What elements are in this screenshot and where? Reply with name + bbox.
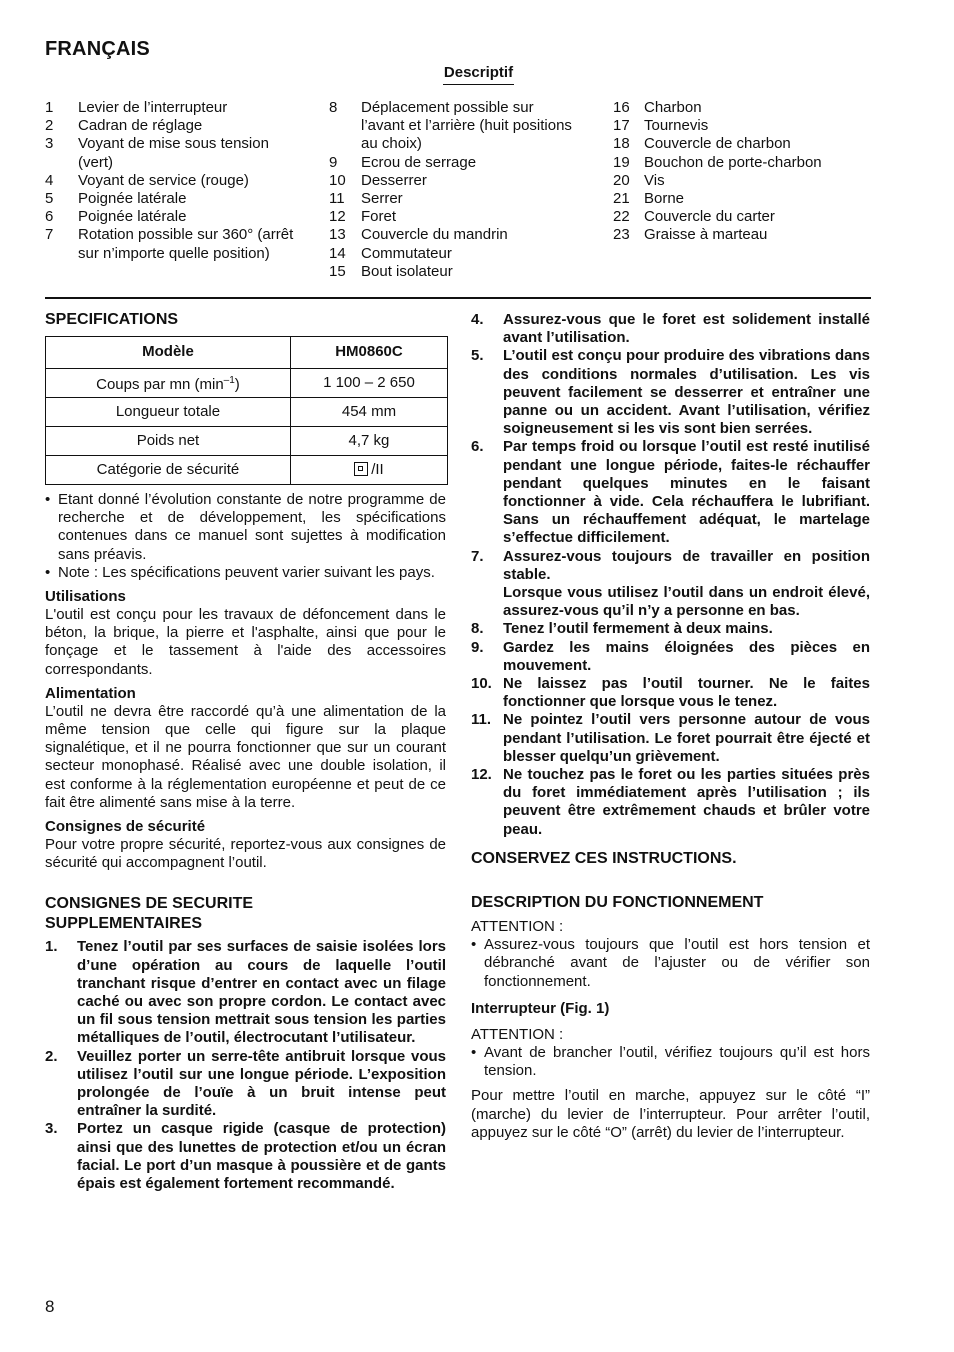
- part-number: 17: [613, 117, 630, 135]
- alimentation-text: L’outil ne devra être raccordé qu’à une alimentation de la même tension que celle qui figure sur la plaque signalétique, et il ne pourra fonctionner que sur un courant secteur monophasé. Réalisé avec une double isolation, il est conforme à la réglementation européenne et peut de ce fait être alimenté sans mise à la terre.: [45, 702, 446, 811]
- part-item: [45, 190, 295, 208]
- part-number: 21: [613, 190, 630, 208]
- attention-label: ATTENTION :: [471, 917, 564, 935]
- part-item: [613, 226, 863, 244]
- list-item: 7. Assurez-vous toujours de travailler en position stable. Lorsque vous utilisez l’outil dans un endroit élevé, assurez-vous qu’il n’y a personne en bas.: [471, 547, 870, 620]
- part-item: [329, 99, 579, 154]
- model-value: HM0860C: [290, 337, 447, 369]
- part-label: Ecrou de serrage: [361, 153, 477, 171]
- part-item: [329, 226, 579, 244]
- part-item: [329, 245, 579, 263]
- supplementary-safety-heading: CONSIGNES DE SECURITE SUPPLEMENTAIRES: [45, 895, 254, 933]
- list-item: 11. Ne pointez l’outil vers personne autour de vous pendant l’utilisation. Le foret pourrait être éjecté et blesser quelqu’un grièvement.: [471, 711, 870, 765]
- part-label: Rotation possible sur 360° (arrêt sur n’importe quelle position): [78, 226, 294, 262]
- page-number: 8: [45, 1297, 55, 1316]
- part-item: [613, 99, 863, 117]
- part-item: [613, 154, 863, 172]
- list-item: 2. Veuillez porter un serre-tête antibruit lorsque vous utilisez l’outil sur une longue période. L’exposition prolongée de l’ouïe à un bruit intense peut entraîner la surdité.: [45, 1047, 446, 1120]
- part-label: Charbon: [644, 99, 702, 116]
- part-number: 1: [45, 99, 54, 116]
- part-number: 10: [329, 171, 346, 189]
- part-item: [613, 135, 863, 153]
- section-title: Descriptif: [0, 64, 954, 85]
- part-item: [329, 172, 579, 190]
- list-item: 3. Portez un casque rigide (casque de protection) ainsi que des lunettes de protection et/ou un écran facial. Le port d’un masque à poussière et de gants épais est également fortement recommandé.: [45, 1120, 446, 1193]
- part-number: 22: [613, 208, 630, 226]
- part-number: 16: [613, 99, 630, 116]
- part-item: [45, 99, 295, 117]
- part-item: [45, 172, 295, 190]
- attention-label: ATTENTION :: [471, 1025, 564, 1043]
- part-label: Serrer: [361, 190, 403, 208]
- table-row: [46, 369, 448, 398]
- part-number: 12: [329, 208, 346, 226]
- list-item: 8. Tenez l’outil fermement à deux mains.: [471, 620, 773, 638]
- spec-label: Poids net: [46, 427, 291, 456]
- list-item: 4. Assurez-vous que le foret est solidement installé avant l’utilisation.: [471, 311, 870, 347]
- part-number: 4: [45, 171, 54, 189]
- part-item: [329, 208, 579, 226]
- consignes-heading: Consignes de sécurité: [45, 818, 206, 836]
- part-label: Levier de l’interrupteur: [78, 99, 228, 116]
- part-item: [613, 117, 863, 135]
- part-number: 9: [329, 153, 338, 171]
- part-item: [45, 208, 295, 226]
- table-row: [46, 427, 448, 456]
- part-label: Voyant de mise sous tension (vert): [78, 135, 269, 171]
- part-label: Bout isolateur: [361, 262, 453, 280]
- part-item: [329, 263, 579, 281]
- part-label: Poignée latérale: [78, 190, 187, 208]
- specifications-heading: SPECIFICATIONS: [45, 311, 179, 328]
- part-number: 8: [329, 99, 338, 116]
- part-number: 15: [329, 262, 346, 280]
- table-row: [46, 398, 448, 427]
- list-item: 1. Tenez l’outil par ses surfaces de saisie isolées lors d’une opération au cours de laquelle l’outil tranchant risque d’entrer en contact avec un filage caché ou avec son propre cordon. Le contact avec un fil sous tension mettrait sous tension les parties métalliques de l’outil, électrocutant l’utilisateur.: [45, 938, 446, 1047]
- part-number: 14: [329, 244, 346, 262]
- part-label: Couvercle de charbon: [644, 135, 791, 153]
- divider: [45, 297, 871, 299]
- part-item: [329, 190, 579, 208]
- part-item: [613, 208, 863, 226]
- parts-list-col-1: [45, 99, 295, 263]
- safety-list-right: [471, 311, 870, 839]
- list-item: • Note : Les spécifications peuvent varier suivant les pays.: [45, 563, 435, 581]
- part-item: [329, 154, 579, 172]
- part-label: Couvercle du carter: [644, 208, 775, 226]
- part-label: Poignée latérale: [78, 208, 187, 226]
- fonctionnement-heading: DESCRIPTION DU FONCTIONNEMENT: [471, 893, 764, 911]
- part-number: 11: [329, 190, 345, 208]
- part-label: Foret: [361, 208, 397, 226]
- parts-list-col-3: [613, 99, 863, 245]
- spec-value: 1 100 – 2 650: [290, 369, 447, 398]
- part-label: Bouchon de porte-charbon: [644, 153, 822, 171]
- part-label: Cadran de réglage: [78, 117, 203, 135]
- spec-notes: [45, 491, 446, 582]
- list-item: 12. Ne touchez pas le foret ou les parties situées près du foret immédiatement après l’utilisation ; ils peuvent être extrêmement chauds et brûler votre peau.: [471, 766, 870, 838]
- part-number: 20: [613, 171, 630, 189]
- part-label: Graisse à marteau: [644, 226, 768, 244]
- safety-list-left: [45, 938, 446, 1193]
- list-item: 9. Gardez les mains éloignées des pièces en mouvement.: [471, 638, 870, 674]
- part-number: 19: [613, 153, 630, 171]
- part-label: Couvercle du mandrin: [361, 226, 508, 244]
- table-row: [46, 456, 448, 485]
- utilisations-text: L'outil est conçu pour les travaux de défoncement dans le béton, la brique, la pierre et l'asphalte, ainsi que pour le fonçage et le tassement à l'aide des accessoires correspondants.: [45, 606, 446, 678]
- spec-value: /II: [290, 456, 447, 485]
- spec-value: 4,7 kg: [290, 427, 447, 456]
- language-heading: FRANÇAIS: [45, 38, 150, 60]
- list-item: 5. L’outil est conçu pour produire des vibrations dans des conditions normales d’utilisation. Les vis peuvent facilement se desserrer et entraîner une panne ou un accident. Avant l’utilisation, vérifiez soigneusement si les vis sont bien serrées.: [471, 347, 870, 438]
- model-label: Modèle: [46, 337, 291, 369]
- part-item: [613, 172, 863, 190]
- part-label: Commutateur: [361, 244, 452, 262]
- left-column: [45, 310, 446, 1193]
- part-label: Tournevis: [644, 117, 709, 135]
- part-label: Borne: [644, 190, 685, 208]
- part-number: 7: [45, 226, 54, 244]
- part-number: 5: [45, 190, 54, 208]
- list-item: • Avant de brancher l’outil, vérifiez toujours qu’il est hors tension.: [471, 1043, 870, 1080]
- part-label: Desserrer: [361, 171, 427, 189]
- part-label: Voyant de service (rouge): [78, 171, 249, 189]
- part-item: [45, 117, 295, 135]
- spec-label: Catégorie de sécurité: [46, 456, 291, 485]
- spec-value: 454 mm: [290, 398, 447, 427]
- part-number: 23: [613, 226, 630, 244]
- list-item: • Etant donné l’évolution constante de notre programme de recherche et de développement, les spécifications contenues dans ce manuel sont sujettes à modification sans préavis.: [45, 491, 446, 563]
- list-item: 10. Ne laissez pas l’outil tourner. Ne le faites fonctionner que lorsque vous le tenez.: [471, 675, 870, 711]
- part-label: Déplacement possible sur l’avant et l’arrière (huit positions au choix): [361, 99, 572, 153]
- consignes-text: Pour votre propre sécurité, reportez-vous aux consignes de sécurité qui accompagnent l’outil.: [45, 836, 446, 872]
- utilisations-heading: Utilisations: [45, 588, 126, 606]
- alimentation-heading: Alimentation: [45, 684, 136, 702]
- specifications-table: [45, 336, 448, 485]
- conservez-heading: CONSERVEZ CES INSTRUCTIONS.: [471, 849, 737, 867]
- part-label: Vis: [644, 171, 665, 189]
- list-item: 6. Par temps froid ou lorsque l’outil est resté inutilisé pendant une longue période, faites-le réchauffer pendant quelques minutes en le faisant fonctionner à vide. Cela réchauffera le lubrifiant. Sans un réchauffement adéquat, le martelage s’effectue difficilement.: [471, 438, 870, 547]
- part-number: 2: [45, 117, 54, 135]
- parts-list-col-2: [329, 99, 579, 281]
- part-number: 18: [613, 135, 630, 153]
- part-item: [613, 190, 863, 208]
- part-number: 13: [329, 226, 346, 244]
- part-item: [45, 135, 295, 171]
- part-number: 3: [45, 135, 54, 153]
- table-header-row: [46, 337, 448, 369]
- part-number: 6: [45, 208, 54, 226]
- interrupteur-text: Pour mettre l’outil en marche, appuyez sur le côté “I” (marche) du levier de l’interrupteur. Pour arrêter l’outil, appuyez sur le côté “O” (arrêt) du levier de l’interrupteur.: [471, 1087, 870, 1141]
- spec-label: Longueur totale: [46, 398, 291, 427]
- interrupteur-heading: Interrupteur (Fig. 1): [471, 999, 610, 1017]
- double-insulation-icon: [354, 462, 368, 476]
- spec-label: Coups par mn $(\min^{-1})$: [46, 369, 291, 398]
- list-item: • Assurez-vous toujours que l’outil est hors tension et débranché avant de l’ajuster ou de vérifier son fonctionnement.: [471, 936, 870, 990]
- part-item: [45, 226, 295, 262]
- right-column: [471, 311, 870, 1142]
